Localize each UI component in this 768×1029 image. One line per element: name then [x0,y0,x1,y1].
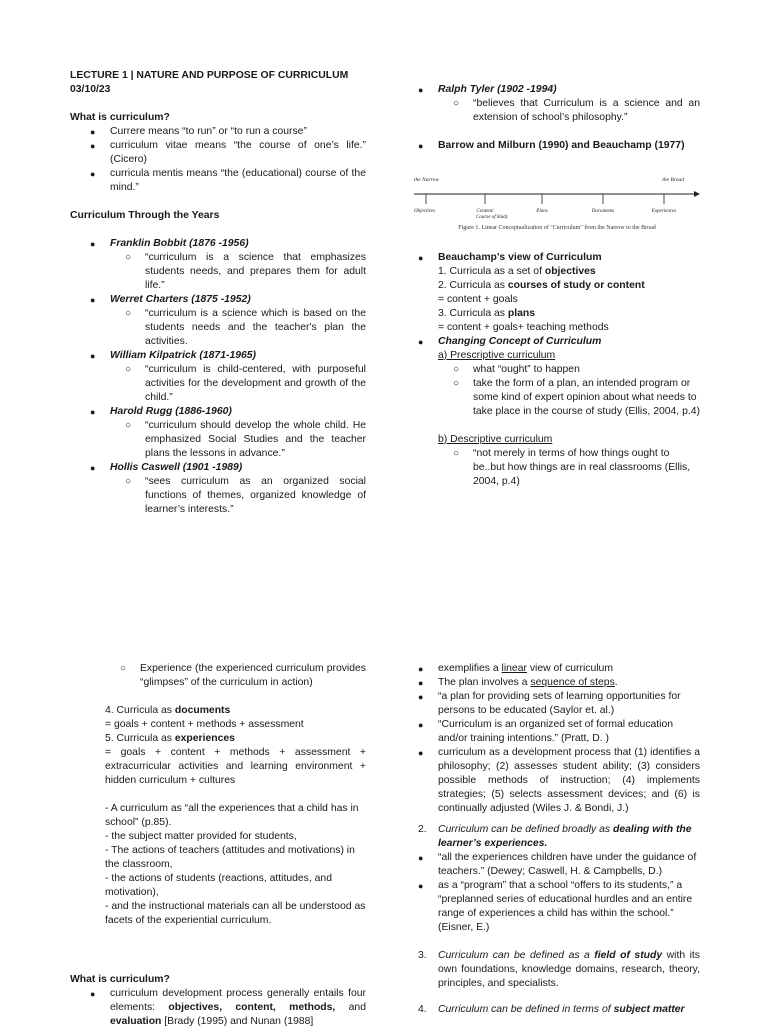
person-item: ● Harold Rugg (1886-1960) ○ “curriculum should develop the whole child. He emphasized Social Studies and the teacher plans the lessons in advance.” [90,406,366,459]
document-title: LECTURE 1 | NATURE AND PURPOSE OF CURRICULUM [70,70,349,81]
people-list [90,237,366,517]
figure-tick-label: Plans [536,209,548,214]
experiential-facets: - A curriculum as “all the experiences that a child has in school” (p.85). - the subject matter provided for students, - The actions of teachers (attitudes and motivations) in the classroom, - the actions of students (reactions, attitudes, and motivation), - and the instructional materials can all be understood as facets of the experiential curriculum. [105,803,366,926]
section-heading-what-is-curriculum-2: What is curriculum? [70,974,170,985]
numbered-item-2: 2. Curriculum can be defined broadly as dealing with the learner’s experiences. [418,824,692,849]
figure-left-label: the Narrow [414,177,440,183]
list-item-experience: ○ Experience (the experienced curriculum provides “glimpses” of the curriculum in action) [120,663,366,688]
etymology-list [90,125,366,195]
list-item: ● “all the experiences children have under the guidance of teachers.” (Dewey; Caswell, H. & Campbells, D.) [418,852,697,877]
right-column-top [418,83,700,153]
figure-tick-label: Documents [591,209,615,214]
descriptive-label: b) Descriptive curriculum [438,434,553,445]
person-quote: ○ “curriculum is a science that emphasizes students needs, and prepares them for adult life.” [125,252,366,291]
linear-conceptualization-figure [412,172,702,234]
list-item: ● as a “program” that a school “offers to its students,” a “preplanned series of educational hurdles and an entire range of experiences a child has within the school.” (Eisner, E.) [418,880,693,933]
figure-tick-label: Content/ Course of Study [476,209,508,220]
list-item: ● The plan involves a sequence of steps. [418,677,618,688]
experiences-formula: = goals + content + methods + assessment + extracurricular activities and learning environment + hidden curriculum + cultures [105,747,366,786]
list-item: ● Currere means “to run” or “to run a course” [90,126,307,137]
figure-graphic [412,172,702,234]
person-item-tyler: ● Ralph Tyler (1902 -1994) ○ “believes that Curriculum is a science and an extension of school’s philosophy.” [418,84,700,123]
list-item: ● curricula mentis means “the (educational) course of the mind.” [90,168,366,193]
list-item: ● “Curriculum is an organized set of formal education and/or training intentions.” (Pratt, D. ) [418,719,674,744]
person-quote: ○ “curriculum should develop the whole child. He emphasized Social Studies and the teacher plans the lessons in advance.” [125,420,366,459]
list-item: ● curriculum as a development process that (1) identifies a philosophy; (2) assesses student ability; (3) considers possible methods of instruction; (4) implements strategies; (5) selects assessment devices; and (6) is continually adjusted (Wiles J. & Bondi, J.) [418,747,700,814]
document-date: 03/10/23 [70,84,111,95]
list-item: ● curriculum vitae means “the course of one’s life.” (Cicero) [90,140,366,165]
list-item: ○ “not merely in terms of how things ought to be..but how things are in real classrooms (Ellis, 2004, p.4) [453,448,691,487]
numbered-item-3: 3. Curriculum can be defined as a field of study with its own foundations, knowledge domains, research, theory, principles, and specialists. [418,950,700,989]
figure-arrowhead [694,191,700,197]
figure-right-label: the Broad [662,177,684,183]
prescriptive-label: a) Prescriptive curriculum [438,350,556,361]
person-quote: ○ “curriculum is child-centered, with purposeful activities for the development and growth of the child.” [125,364,366,403]
person-quote: ○ “curriculum is a science which is based on the students needs and the teacher's plan the activities. [125,308,366,347]
left-column-bottom-2 [70,973,366,1029]
figure-tick-label: Experiences [651,209,677,214]
right-column-mid [418,251,700,489]
beauchamp-item: ● Beauchamp’s view of Curriculum 1. Curricula as a set of objectives 2. Curricula as courses of study or content = content + goals 3. Curricula as plans = content + goals+ teaching methods [418,252,645,333]
left-column-top [70,69,366,517]
left-column-bottom: ○ Experience (the experienced curriculum provides “glimpses” of the curriculum in action) 4. Curricula as documents = goals + content + methods + assessment 5. Curricula as experiences = goals + content + methods + assessment + extracurricular activities and learning environment + hidden curriculum + cultures - A curriculum as “all the experiences that a child has in school” (p.85). - the subject matter provided for students, - The actions of teachers (attitudes and motivations) in the classroom, - the actions of students (reactions, attitudes, and motivation), - and the instructional materials can all be understood as facets of the experiential curriculum. [105,663,366,926]
documents-formula: = goals + content + methods + assessment [105,719,304,730]
right-column-bottom [418,662,700,1017]
section-heading-what-is-curriculum: What is curriculum? [70,112,170,123]
section-heading-through-years: Curriculum Through the Years [70,210,220,221]
changing-concept-item: ● Changing Concept of Curriculum a) Prescriptive curriculum ○ what “ought” to happen ○ take the form of a plan, an intended program or some kind of expert opinion about what needs to take place in the course of study (Ellis, 2004, p.4) b) Descriptive curriculum ○ “not merely in terms of how things ought to be..but how things are in real classrooms (Ellis, 2004, p.4) [418,336,700,487]
list-item: ● “a plan for providing sets of learning opportunities for persons to be educated (Saylor et. al.) [418,691,681,716]
person-quote: ○ “sees curriculum as an organized social functions of themes, organized knowledge of learner’s interests.” [125,476,366,515]
person-item: ● Hollis Caswell (1901 -1989) ○ “sees curriculum as an organized social functions of themes, organized knowledge of learner’s interests.” [90,462,366,515]
numbered-item-4: 4. Curriculum can be defined in terms of subject matter [418,1004,685,1015]
person-quote: ○ “believes that Curriculum is a science and an extension of school’s philosophy.” [453,98,700,123]
person-item: ● Werret Charters (1875 -1952) ○ “curriculum is a science which is based on the students needs and the teacher's plan the activities. [90,294,366,347]
list-item: ○ take the form of a plan, an intended program or some kind of expert opinion about what needs to take place in the course of study (Ellis, 2004, p.4) [453,378,700,417]
list-item: ● exemplifies a linear view of curriculum [418,663,613,674]
person-item: ● William Kilpatrick (1871-1965) ○ “curriculum is child-centered, with purposeful activities for the development and growth of the child.” [90,350,366,403]
figure-tick-label: Objectives [414,209,436,214]
person-item: ● Franklin Bobbit (1876 -1956) ○ “curriculum is a science that emphasizes students needs, and prepares them for adult life.” [90,238,366,291]
list-item: ● curriculum development process generally entails four elements: objectives, content, methods, and evaluation [Brady (1995) and Nunan (1988] [90,988,366,1027]
figure-caption: Figure 1. Linear Conceptualization of "Curriculum" from the Narrow to the Broad [458,225,656,231]
list-item-barrow: ● Barrow and Milburn (1990) and Beauchamp (1977) [418,140,685,151]
list-item: ○ what “ought” to happen [453,364,580,375]
